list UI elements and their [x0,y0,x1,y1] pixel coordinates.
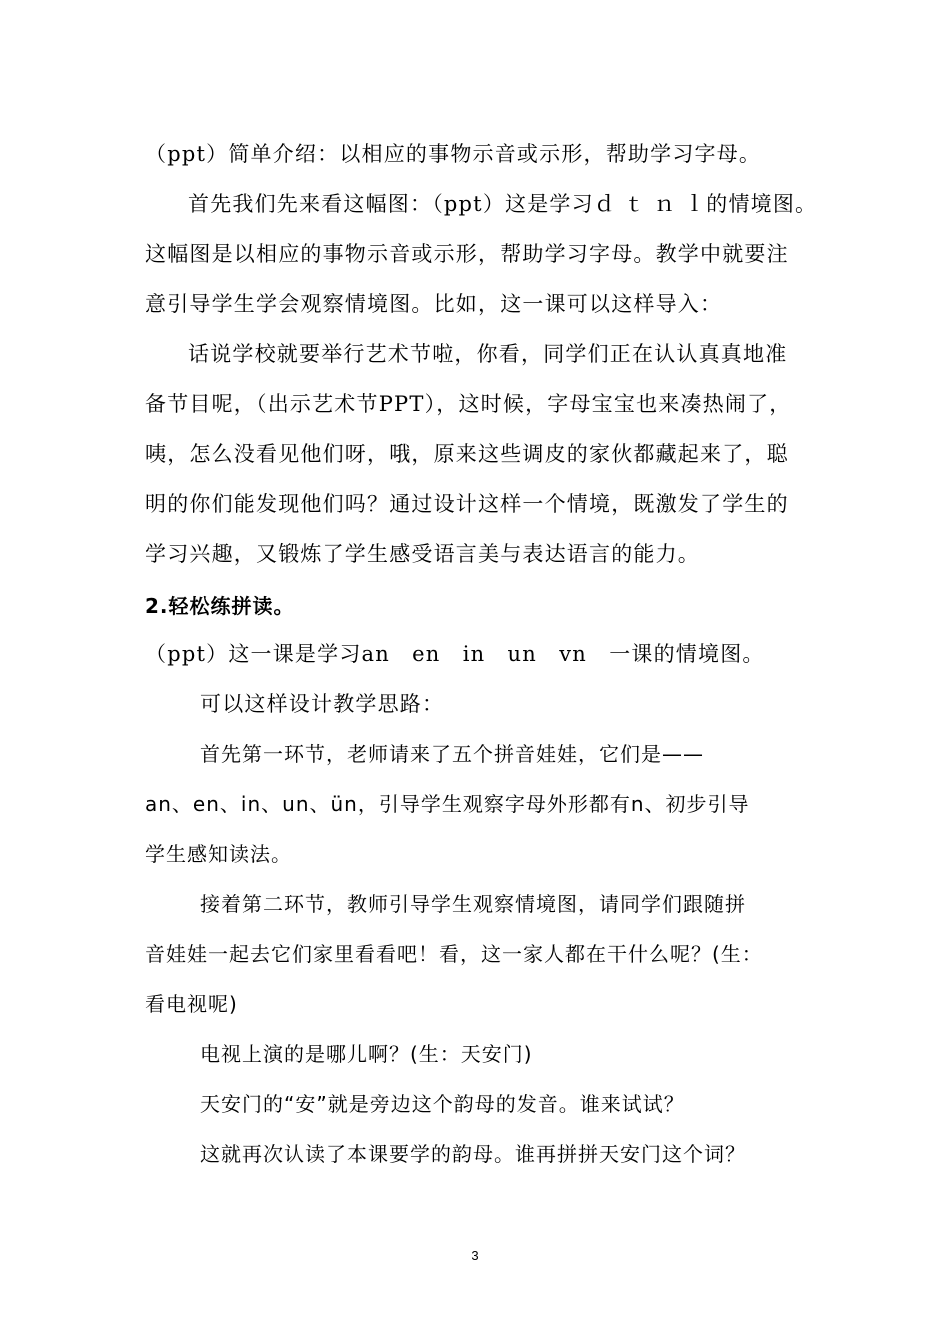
section-heading: 2.轻松练拼读。 [145,594,295,618]
paragraph-line: 看电视呢) [145,992,238,1016]
paragraph-line: 可以这样设计教学思路： [200,692,445,716]
paragraph-line: 备节目呢，（出示艺术节PPT），这时候，字母宝宝也来凑热闹了， [145,392,792,416]
paragraph-line: 电视上演的是哪儿啊？(生：天安门) [200,1042,533,1066]
paragraph-line: 明的你们能发现他们吗？通过设计这样一个情境，既激发了学生的 [145,492,789,516]
paragraph-line: 天安门的“安”就是旁边这个韵母的发音。谁来试试？ [200,1092,685,1116]
paragraph-line: 接着第二环节，教师引导学生观察情境图，请同学们跟随拼 [200,892,746,916]
paragraph-line: （ppt）简单介绍：以相应的事物示音或示形，帮助学习字母。 [145,142,762,166]
paragraph-line: 音娃娃一起去它们家里看看吧！看，这一家人都在干什么呢？(生： [145,942,763,966]
paragraph-line: 咦，怎么没看见他们呀，哦，原来这些调皮的家伙都藏起来了，聪 [145,442,789,466]
paragraph-line: 学习兴趣，又锻炼了学生感受语言美与表达语言的能力。 [145,542,700,566]
paragraph-line: 意引导学生学会观察情境图。比如，这一课可以这样导入： [145,292,723,316]
paragraph-line: （ppt）这一课是学习an en in un vn 一课的情境图。 [145,642,765,666]
paragraph-line: 首先我们先来看这幅图：（ppt）这是学习ｄ ｔ ｎ ｌ的情境图。 [188,192,818,216]
paragraph-line: 学生感知读法。 [145,842,292,866]
paragraph-line: an、en、in、un、ün，引导学生观察字母外形都有n、初步引导 [145,792,750,816]
paragraph-line: 话说学校就要举行艺术节啦，你看，同学们正在认认真真地准 [188,342,788,366]
paragraph-line: 首先第一环节，老师请来了五个拼音娃娃，它们是—— [200,742,704,766]
paragraph-line: 这就再次认读了本课要学的韵母。谁再拼拼天安门这个词？ [200,1142,746,1166]
page-number: 3 [471,1248,479,1263]
paragraph-line: 这幅图是以相应的事物示音或示形，帮助学习字母。教学中就要注 [145,242,789,266]
